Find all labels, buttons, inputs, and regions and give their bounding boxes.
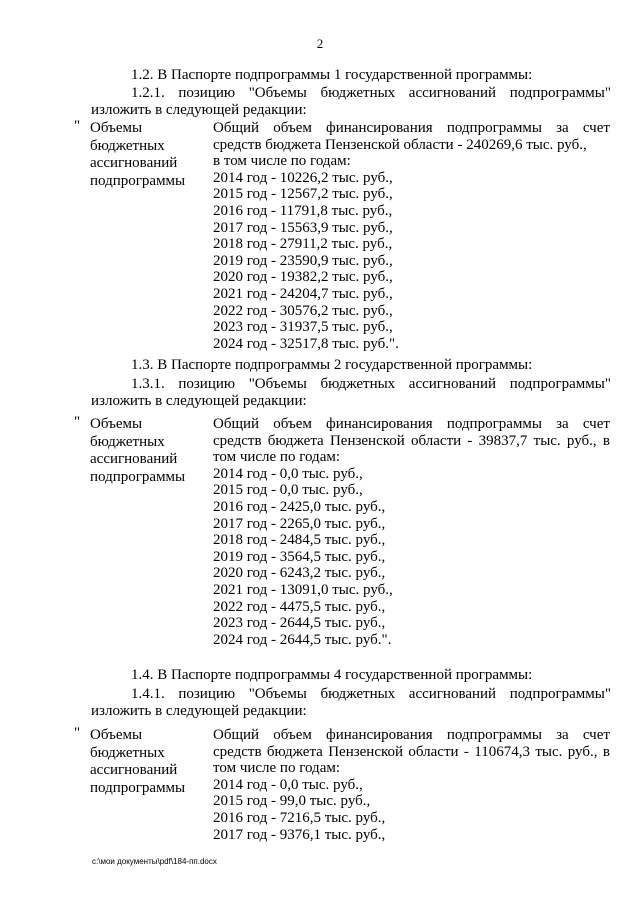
- subsection-word: "Объемы: [248, 85, 307, 101]
- year-amount-line: 2017 год - 15563,9 тыс. руб.,: [213, 219, 393, 236]
- label-line: Объемы: [90, 120, 143, 136]
- intro-word: Общий: [213, 727, 260, 743]
- intro-word: счет: [582, 120, 610, 136]
- intro-word: бюджета: [266, 743, 323, 760]
- subsection-word: "Объемы: [248, 376, 307, 392]
- label-line: подпрограммы: [90, 468, 186, 485]
- intro-word: руб.,: [566, 432, 597, 449]
- financing-intro-line: [213, 727, 610, 744]
- label-line: Объемы: [90, 416, 143, 432]
- year-amount-line: 2021 год - 24204,7 тыс. руб.,: [213, 285, 393, 302]
- year-amount-line: 2024 год - 32517,8 тыс. руб.".: [213, 335, 399, 352]
- subsection-word: ассигнований: [408, 85, 497, 101]
- label-line: бюджетных: [90, 433, 165, 450]
- section-heading: 1.2. В Паспорте подпрограммы 1 государственной программы:: [131, 67, 533, 83]
- subsection-word: бюджетных: [320, 376, 396, 392]
- subsection-word: позицию: [178, 85, 236, 101]
- financing-intro-line: средств бюджета Пензенской области - 240269,6 тыс. руб.,: [213, 136, 587, 153]
- financing-intro-line: [213, 120, 610, 137]
- intro-word: тыс.: [535, 743, 563, 760]
- section-heading: 1.4. В Паспорте подпрограммы 4 государственной программы:: [131, 667, 533, 683]
- intro-word: Пензенской: [328, 743, 404, 760]
- intro-word: подпрограммы: [446, 120, 542, 136]
- label-line: ассигнований: [90, 762, 178, 779]
- year-amount-line: 2015 год - 99,0 тыс. руб.,: [213, 793, 371, 810]
- position-label: [90, 416, 205, 486]
- intro-word: средств: [213, 743, 262, 760]
- subsection-word: "Объемы: [248, 686, 307, 702]
- label-line: Объемы: [90, 727, 143, 743]
- year-amount-line: 2016 год - 11791,8 тыс. руб.,: [213, 202, 393, 219]
- label-line: ассигнований: [90, 155, 178, 172]
- year-amount-line: 2018 год - 2484,5 тыс. руб.,: [213, 532, 386, 549]
- year-amount-line: 2016 год - 7216,5 тыс. руб.,: [213, 809, 386, 826]
- year-amount-line: 2022 год - 4475,5 тыс. руб.,: [213, 598, 386, 615]
- intro-word: финансирования: [326, 120, 433, 136]
- subsection-word: ассигнований: [408, 686, 497, 702]
- intro-word: тыс.: [533, 432, 561, 449]
- intro-word: 110674,3: [474, 743, 530, 760]
- subsection-word: бюджетных: [320, 85, 396, 101]
- intro-word: счет: [582, 416, 610, 432]
- footer-file-path: c:\мои документы\pdf\184-пп.docx: [92, 857, 217, 866]
- intro-word: за: [556, 727, 569, 743]
- financing-intro-line: том числе по годам:: [213, 760, 341, 777]
- subsection-line: [131, 375, 611, 393]
- instruction-text: изложить в следующей редакции:: [91, 393, 307, 409]
- intro-word: средств: [213, 432, 262, 449]
- year-amount-line: 2014 год - 0,0 тыс. руб.,: [213, 776, 363, 793]
- instruction-text: изложить в следующей редакции:: [91, 102, 307, 118]
- label-line: ассигнований: [90, 451, 178, 468]
- year-amount-line: 2014 год - 10226,2 тыс. руб.,: [213, 169, 393, 186]
- label-line: подпрограммы: [90, 779, 186, 796]
- year-amount-line: 2015 год - 12567,2 тыс. руб.,: [213, 186, 393, 203]
- subsection-word: подпрограммы": [509, 376, 611, 392]
- intro-word: за: [556, 416, 569, 432]
- financing-text: [213, 416, 610, 648]
- financing-intro-line: в том числе по годам:: [213, 153, 351, 170]
- intro-word: объем: [273, 416, 312, 432]
- year-amount-line: 2019 год - 23590,9 тыс. руб.,: [213, 252, 393, 269]
- intro-word: -: [467, 432, 473, 449]
- intro-word: 39837,7: [478, 432, 528, 449]
- year-amount-line: 2020 год - 19382,2 тыс. руб.,: [213, 269, 393, 286]
- subsection-word: позицию: [178, 686, 236, 702]
- year-amount-line: 2017 год - 9376,1 тыс. руб.,: [213, 826, 386, 843]
- page-number: 2: [316, 36, 324, 51]
- subsection-word: позицию: [178, 376, 236, 392]
- subsection-word: ассигнований: [408, 376, 497, 392]
- section-heading: 1.3. В Паспорте подпрограммы 2 государственной программы:: [131, 357, 533, 373]
- intro-word: руб.,: [567, 743, 598, 760]
- subsection-word: 1.3.1.: [131, 376, 165, 392]
- year-amount-line: 2023 год - 31937,5 тыс. руб.,: [213, 319, 393, 336]
- financing-intro-line: том числе по годам:: [213, 449, 341, 466]
- subsection-word: 1.2.1.: [131, 85, 165, 101]
- year-amount-line: 2022 год - 30576,2 тыс. руб.,: [213, 302, 393, 319]
- year-amount-line: 2020 год - 6243,2 тыс. руб.,: [213, 565, 386, 582]
- opening-quote: ": [74, 414, 81, 430]
- subsection-line: [131, 84, 611, 102]
- year-amount-line: 2024 год - 2644,5 тыс. руб.".: [213, 631, 392, 648]
- intro-word: в: [602, 432, 610, 449]
- intro-word: бюджета: [267, 432, 324, 449]
- opening-quote: ": [74, 118, 81, 134]
- label-line: бюджетных: [90, 744, 165, 761]
- intro-word: -: [463, 743, 469, 760]
- year-amount-line: 2016 год - 2425,0 тыс. руб.,: [213, 498, 386, 515]
- intro-word: Общий: [213, 120, 260, 136]
- position-label: [90, 727, 205, 797]
- subsection-line: [131, 685, 611, 703]
- intro-word: подпрограммы: [446, 416, 542, 432]
- intro-word: Общий: [213, 416, 260, 432]
- financing-intro-line: [213, 416, 610, 433]
- instruction-text: изложить в следующей редакции:: [91, 703, 307, 719]
- subsection-word: подпрограммы": [509, 686, 611, 702]
- financing-text: [213, 727, 610, 843]
- label-line: подпрограммы: [90, 172, 186, 189]
- intro-word: в: [602, 743, 610, 760]
- financing-text: [213, 120, 610, 352]
- year-amount-line: 2017 год - 2265,0 тыс. руб.,: [213, 515, 386, 532]
- year-amount-line: 2021 год - 13091,0 тыс. руб.,: [213, 581, 393, 598]
- financing-intro-line: [213, 433, 610, 450]
- intro-word: подпрограммы: [446, 727, 542, 743]
- financing-intro-line: [213, 744, 610, 761]
- intro-word: области: [411, 432, 462, 449]
- intro-word: области: [408, 743, 459, 760]
- intro-word: объем: [273, 120, 312, 136]
- subsection-word: подпрограммы": [509, 85, 611, 101]
- year-amount-line: 2014 год - 0,0 тыс. руб.,: [213, 465, 363, 482]
- year-amount-line: 2023 год - 2644,5 тыс. руб.,: [213, 615, 386, 632]
- position-label: [90, 120, 205, 190]
- intro-word: счет: [582, 727, 610, 743]
- year-amount-line: 2015 год - 0,0 тыс. руб.,: [213, 482, 363, 499]
- intro-word: финансирования: [326, 727, 433, 743]
- subsection-word: бюджетных: [320, 686, 396, 702]
- year-amount-line: 2018 год - 27911,2 тыс. руб.,: [213, 236, 393, 253]
- opening-quote: ": [74, 725, 81, 741]
- subsection-word: 1.4.1.: [131, 686, 165, 702]
- label-line: бюджетных: [90, 137, 165, 154]
- intro-word: за: [556, 120, 569, 136]
- intro-word: Пензенской: [329, 432, 405, 449]
- intro-word: финансирования: [326, 416, 433, 432]
- intro-word: объем: [273, 727, 312, 743]
- year-amount-line: 2019 год - 3564,5 тыс. руб.,: [213, 548, 386, 565]
